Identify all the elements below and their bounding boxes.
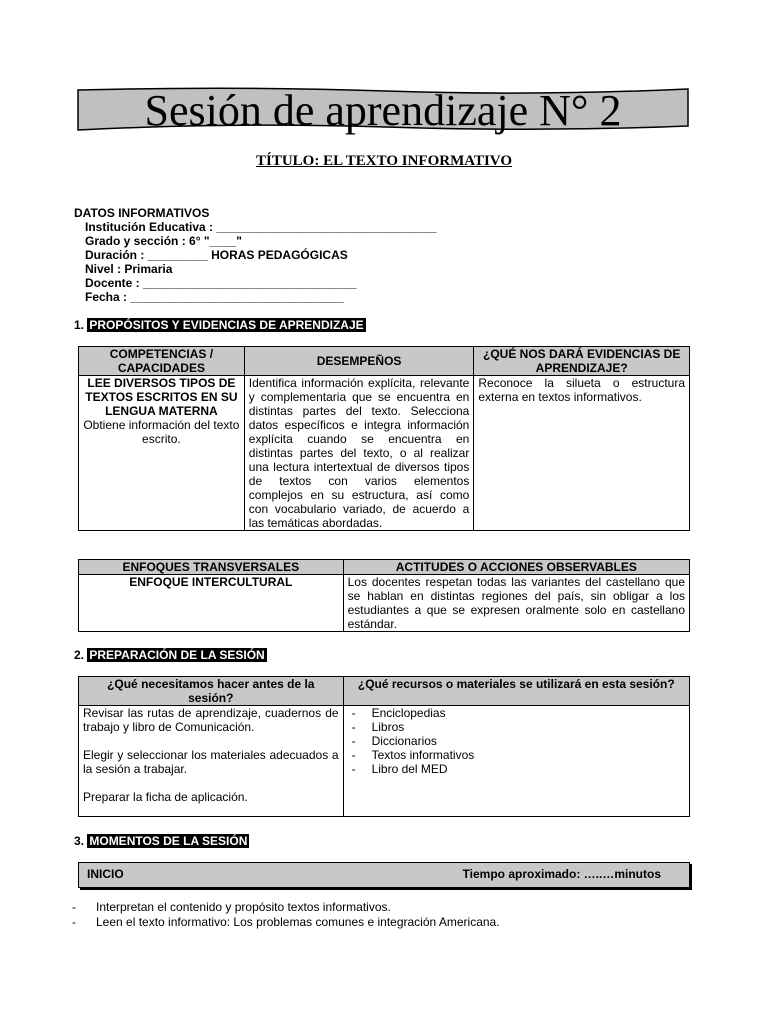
- section-1-number: 1.: [74, 318, 85, 332]
- list-item: - Interpretan el contenido y propósito textos informativos.: [72, 900, 500, 915]
- desempeno-text: Identifica información explícita, relevante y complementaria que se encuentra en distintas partes del texto. Selecciona datos específicos e integra información explícita cuando se encuentra en distintas partes del texto, o al realizar una lectura intertextual de diversos tipos de textos con varios elementos complejos en su estructura, así como con vocabulario variado, de acuerdo a las temáticas abordadas.: [244, 376, 474, 531]
- enfoque-text: ENFOQUE INTERCULTURAL: [79, 575, 344, 632]
- inicio-bar: [78, 862, 690, 888]
- th-evidencias: ¿QUÉ NOS DARÁ EVIDENCIAS DE APRENDIZAJE?: [474, 347, 690, 376]
- datos-fecha: Fecha : ________________________________: [85, 290, 344, 304]
- evidencia-text: Reconoce la silueta o estructura externa en textos informativos.: [474, 376, 690, 531]
- th-actitudes: ACTITUDES O ACCIONES OBSERVABLES: [343, 560, 689, 575]
- antes-item-2: Elegir y seleccionar los materiales adecuados a la sesión a trabajar.: [83, 748, 339, 776]
- section-1-heading: [74, 318, 366, 332]
- inicio-label: INICIO: [87, 867, 124, 881]
- competencias-table: [78, 346, 690, 531]
- inicio-tiempo: Tiempo aproximado: …..…minutos: [462, 867, 661, 881]
- enfoques-table: [78, 559, 690, 632]
- inicio-list: [72, 900, 500, 930]
- datos-docente: Docente : ________________________________: [85, 276, 357, 290]
- document-title: TÍTULO: EL TEXTO INFORMATIVO: [255, 153, 512, 169]
- section-3-title: MOMENTOS DE LA SESIÓN: [89, 834, 248, 848]
- th-antes: ¿Qué necesitamos hacer antes de la sesión?: [79, 677, 344, 706]
- recurso-item: - Diccionarios: [348, 734, 685, 748]
- recurso-item: - Textos informativos: [348, 748, 685, 762]
- antes-item-3: Preparar la ficha de aplicación.: [83, 790, 248, 804]
- datos-heading: DATOS INFORMATIVOS: [74, 206, 210, 220]
- session-title: Sesión de aprendizaje N° 2: [144, 86, 622, 135]
- section-3-number: 3.: [74, 834, 85, 848]
- th-competencias: COMPETENCIAS / CAPACIDADES: [79, 347, 245, 376]
- th-desempenos: DESEMPEÑOS: [244, 347, 474, 376]
- datos-duracion: Duración : _________ HORAS PEDAGÓGICAS: [85, 248, 348, 262]
- section-3-heading: [74, 834, 249, 848]
- actitud-text: Los docentes respetan todas las variantes del castellano que se hablan en distintas regiones del país, sin obligar a los estudiantes a que se expresen oralmente solo en castellano estándar.: [343, 575, 689, 632]
- th-enfoques: ENFOQUES TRANSVERSALES: [79, 560, 344, 575]
- recursos-list: [348, 706, 685, 776]
- datos-nivel: Nivel : Primaria: [85, 262, 173, 276]
- recurso-item: - Libros: [348, 720, 685, 734]
- datos-grado: Grado y sección : 6° "____": [85, 234, 242, 248]
- datos-institucion: Institución Educativa : _________________________________: [85, 220, 437, 234]
- th-recursos: ¿Qué recursos o materiales se utilizará en esta sesión?: [343, 677, 689, 706]
- recurso-item: - Libro del MED: [348, 762, 685, 776]
- section-1-title: PROPÓSITOS Y EVIDENCIAS DE APRENDIZAJE: [89, 318, 364, 332]
- capacidad-text: Obtiene información del texto escrito.: [83, 418, 240, 446]
- antes-item-1: Revisar las rutas de aprendizaje, cuadernos de trabajo y libro de Comunicación.: [83, 706, 339, 734]
- recurso-item: - Enciclopedias: [348, 706, 685, 720]
- list-item: - Leen el texto informativo: Los problemas comunes e integración Americana.: [72, 915, 500, 930]
- section-2-title: PREPARACIÓN DE LA SESIÓN: [89, 648, 265, 662]
- datos-informativos: [74, 206, 437, 304]
- preparacion-table: [78, 676, 690, 817]
- section-2-heading: [74, 648, 267, 662]
- title-banner: [76, 86, 690, 135]
- competencia-text: LEE DIVERSOS TIPOS DE TEXTOS ESCRITOS EN SU LENGUA MATERNA: [85, 376, 238, 418]
- section-2-number: 2.: [74, 648, 85, 662]
